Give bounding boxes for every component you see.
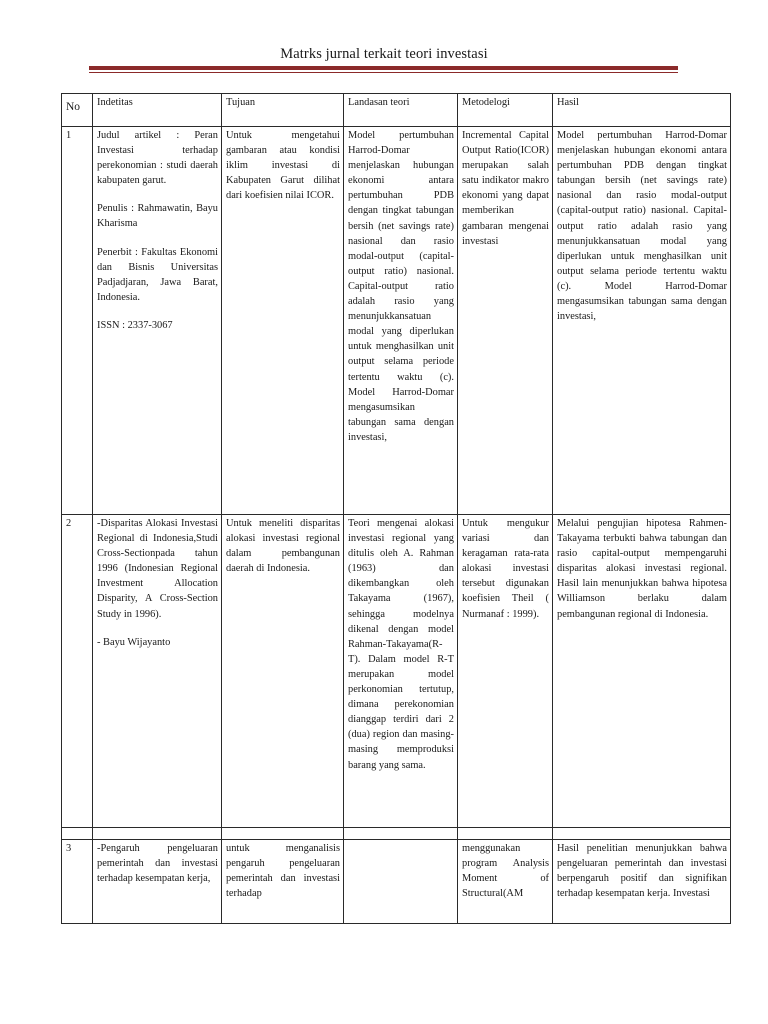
cell-identitas	[93, 515, 222, 828]
identitas-line: Penulis : Rahmawatin, Bayu Kharisma	[97, 203, 218, 230]
table-row	[62, 515, 731, 828]
cell-tujuan: untuk menganalisis pengaruh pengeluaran pemerintah dan investasi terhadap	[222, 840, 344, 924]
table-spacer-row	[62, 828, 731, 840]
cell-metodelogi: Untuk mengukur variasi dan keragaman rata-rata alokasi investasi tersebut digunakan koefisien Theil ( Nurmanaf : 1999).	[458, 515, 553, 828]
header-tujuan: Tujuan	[222, 94, 344, 127]
identitas-line: Penerbit : Fakultas Ekonomi dan Bisnis Universitas Padjadjaran, Jawa Barat, Indonesia.	[97, 246, 218, 303]
page-title: Matrks jurnal terkait teori investasi	[280, 46, 488, 62]
journal-matrix-table	[61, 93, 731, 924]
header-identitas: Indetitas	[93, 94, 222, 127]
cell-tujuan: Untuk mengetahui gambaran atau kondisi iklim investasi di Kabupaten Garut dilihat dari koefisien nilai ICOR.	[222, 127, 344, 515]
cell-metodelogi: Incremental Capital Output Ratio(ICOR) merupakan salah satu indikator makro ekonomi yang dapat memberikan gambaran mengenai investasi	[458, 127, 553, 515]
identitas-line: Judul artikel : Peran Investasi terhadap perekonomian : studi daerah kabupaten garut.	[97, 130, 218, 187]
cell-hasil: Model pertumbuhan Harrod-Domar menjelaskan hubungan ekonomi antara pertumbuhan PDB dengan tingkat tabungan bersih (net savings rate) nasional dan rasio modal-output (capital-output ratio) nasional. Capital-output ratio adalah rasio yang menunjukkansatuan modal yang diperlukan untuk menghasilkan unit output selama periode tertentu waktu (c). Model Harrod-Domar mengasumsikan tabungan sama dengan investasi,	[553, 127, 731, 515]
header-no: No	[62, 94, 93, 127]
header-landasan: Landasan teori	[344, 94, 458, 127]
identitas-line: - Bayu Wijayanto	[97, 636, 171, 648]
row-number: 3	[62, 840, 93, 924]
identitas-line: -Disparitas Alokasi Investasi Regional di Indonesia,Studi Cross-Sectionpada tahun 1996 (Indonesian Regional Investment Allocation Disparity, A Cross-Section Study in 1996).	[97, 518, 218, 620]
cell-identitas	[93, 127, 222, 515]
identitas-line: ISSN : 2337-3067	[97, 319, 173, 331]
table-header-row	[62, 94, 731, 127]
cell-metodelogi: menggunakan program Analysis Moment of Structural(AM	[458, 840, 553, 924]
title-divider-thick	[89, 66, 678, 70]
table-row	[62, 127, 731, 515]
cell-identitas	[93, 840, 222, 924]
cell-hasil: Melalui pengujian hipotesa Rahmen-Takayama terbukti bahwa tabungan dan rasio capital-output mempengaruhi disparitas alokasi investasi regional. Hasil lain menunjukkan bahwa hipotesa Williamson berlaku dalam pembangunan regional di Indonesia.	[553, 515, 731, 828]
row-number: 1	[62, 127, 93, 515]
cell-tujuan: Untuk meneliti disparitas alokasi investasi regional dalam pembangunan daerah di Indonesia.	[222, 515, 344, 828]
cell-landasan: Teori mengenai alokasi investasi regional yang ditulis oleh A. Rahman (1963) dan dikembangkan oleh Takayama (1967), sehingga modelnya dikenal dengan model Rahman-Takayama(R-T). Dalam model R-T merupakan model perkonomian tertutup, dimana perekonomian dianggap terdiri dari 2 (dua) region dan masing-masing memproduksi barang yang sama.	[344, 515, 458, 828]
cell-hasil: Hasil penelitian menunjukkan bahwa pengeluaran pemerintah dan investasi berpengaruh positif dan signifikan terhadap kesempatan kerja. Investasi	[553, 840, 731, 924]
header-hasil: Hasil	[553, 94, 731, 127]
row-number: 2	[62, 515, 93, 828]
identitas-line: -Pengaruh pengeluaran pemerintah dan investasi terhadap kesempatan kerja,	[97, 843, 218, 885]
title-divider-thin	[89, 72, 678, 73]
header-metodelogi: Metodelogi	[458, 94, 553, 127]
cell-landasan: Model pertumbuhan Harrod-Domar menjelaskan hubungan ekonomi antara pertumbuhan PDB dengan tingkat tabungan bersih (net savings rate) nasional dan rasio modal-output (capital-output ratio) nasional. Capital-output ratio adalah rasio yang menunjukkansatuan modal yang diperlukan untuk menghasilkan unit output selama periode tertentu waktu (c). Model Harrod-Domar mengasumsikan tabungan sama dengan investasi,	[344, 127, 458, 515]
cell-landasan	[344, 840, 458, 924]
table-row	[62, 840, 731, 924]
